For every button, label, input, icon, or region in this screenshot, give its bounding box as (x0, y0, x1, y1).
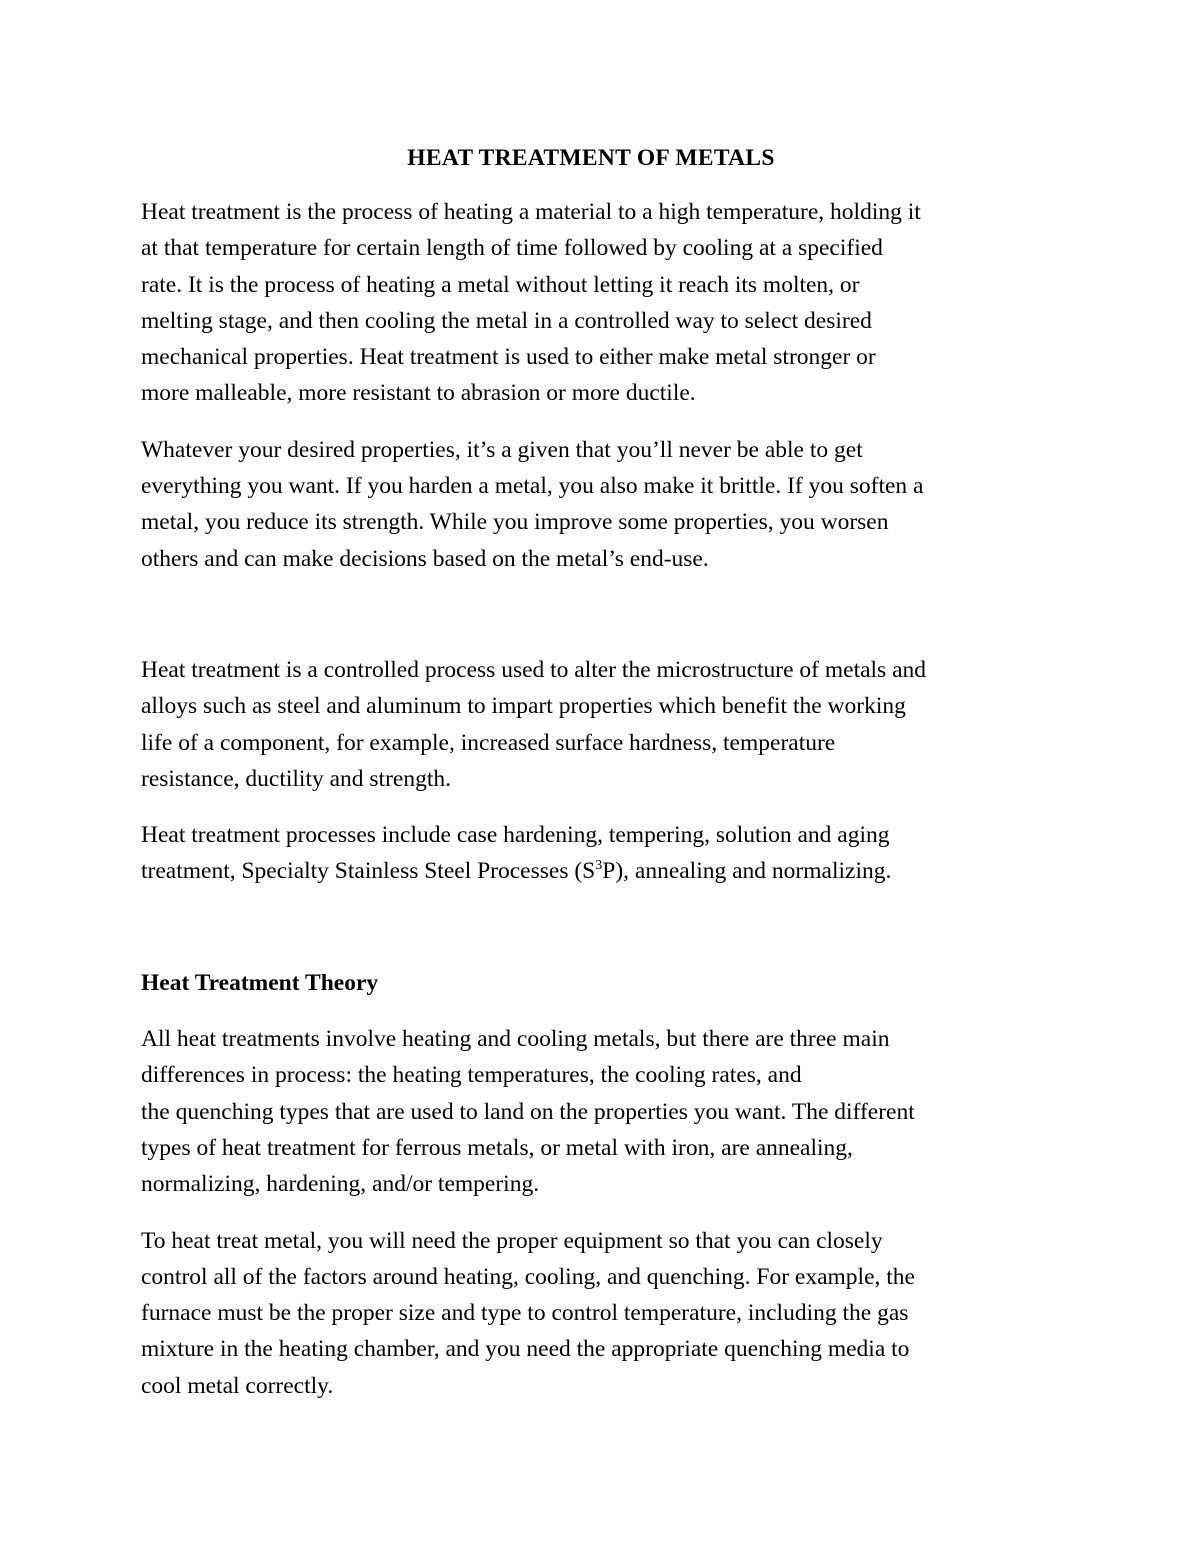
text-line: more malleable, more resistant to abrasion or more ductile. (141, 380, 696, 407)
text-line: cool metal correctly. (141, 1372, 334, 1399)
text-line: everything you want. If you harden a metal, you also make it brittle. If you soften a (141, 473, 924, 500)
paragraph-processes (141, 817, 1071, 890)
text-line: Heat treatment processes include case hardening, tempering, solution and aging (141, 822, 890, 849)
text-line: mechanical properties. Heat treatment is used to either make metal stronger or (141, 344, 876, 371)
text-line: life of a component, for example, increased surface hardness, temperature (141, 729, 836, 756)
paragraph-definition (141, 194, 1071, 412)
text-line: types of heat treatment for ferrous metals, or metal with iron, are annealing, (141, 1134, 853, 1161)
text-line: others and can make decisions based on the metal’s end-use. (141, 545, 709, 572)
text-line: Heat treatment is a controlled process used to alter the microstructure of metals and (141, 656, 927, 683)
text-line: at that temperature for certain length of time followed by cooling at a specified (141, 235, 883, 262)
text-line: alloys such as steel and aluminum to impart properties which benefit the working (141, 693, 906, 720)
text-line: To heat treat metal, you will need the proper equipment so that you can closely (141, 1227, 883, 1254)
text-segment: treatment, Specialty Stainless Steel Processes (S (141, 858, 596, 885)
document-title: HEAT TREATMENT OF METALS (407, 145, 775, 171)
text-line: the quenching types that are used to land on the properties you want. The different (141, 1098, 915, 1125)
document-body (141, 138, 1071, 1404)
text-line: furnace must be the proper size and type to control temperature, including the gas (141, 1300, 909, 1327)
text-line: normalizing, hardening, and/or tempering. (141, 1171, 540, 1198)
paragraph-microstructure (141, 652, 1071, 797)
paragraph-theory (141, 1021, 1071, 1202)
text-line (141, 853, 1071, 889)
paragraph-equipment (141, 1223, 1071, 1404)
text-line: melting stage, and then cooling the metal in a controlled way to select desired (141, 307, 872, 334)
superscript: 3 (595, 858, 603, 874)
text-line: All heat treatments involve heating and cooling metals, but there are three main (141, 1026, 890, 1053)
text-line: Whatever your desired properties, it’s a given that you’ll never be able to get (141, 436, 863, 463)
paragraph-tradeoffs (141, 432, 1071, 577)
section-heading: Heat Treatment Theory (141, 969, 379, 996)
text-line: control all of the factors around heating, cooling, and quenching. For example, the (141, 1263, 915, 1290)
text-segment: P), annealing and normalizing. (602, 858, 892, 885)
text-line: rate. It is the process of heating a metal without letting it reach its molten, or (141, 271, 860, 298)
text-line: resistance, ductility and strength. (141, 765, 451, 792)
text-line: metal, you reduce its strength. While you improve some properties, you worsen (141, 509, 889, 536)
text-line: Heat treatment is the process of heating a material to a high temperature, holding it (141, 199, 921, 225)
text-line: differences in process: the heating temperatures, the cooling rates, and (141, 1062, 802, 1089)
text-line: mixture in the heating chamber, and you need the appropriate quenching media to (141, 1336, 910, 1363)
